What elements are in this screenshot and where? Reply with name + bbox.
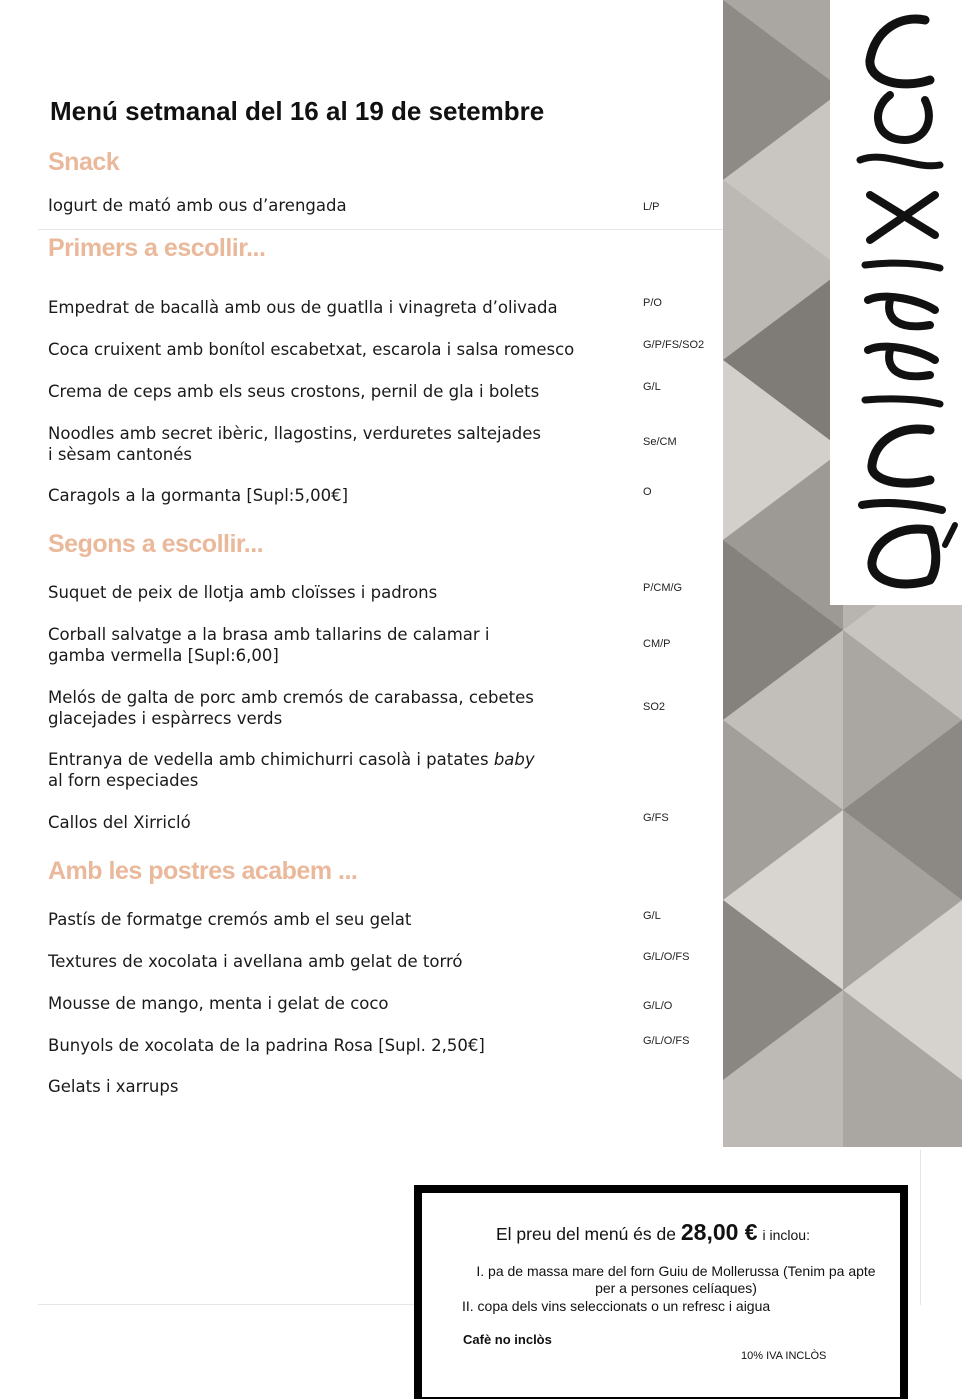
allergen-code: SO2 — [643, 701, 666, 713]
allergen-code: G/FS — [643, 812, 669, 824]
price-include-drinks: II. copa dels vins seleccionats o un refresc i aigua — [462, 1298, 771, 1314]
menu-item-line: gamba vermella [Supl:6,00] — [48, 646, 279, 665]
menu-item-italic: baby — [493, 750, 535, 769]
section-heading-segons: Segons a escollir... — [48, 530, 264, 558]
allergen-code: CM/P — [643, 638, 671, 650]
allergen-code: G/L — [643, 910, 661, 922]
menu-item — [48, 687, 628, 729]
menu-item: Suquet de peix de llotja amb cloïsses i padrons — [48, 583, 438, 602]
menu-item: Callos del Xirricló — [48, 813, 191, 832]
menu-item: Mousse de mango, menta i gelat de coco — [48, 994, 389, 1013]
menu-item: Crema de ceps amb els seus crostons, pernil de gla i bolets — [48, 382, 540, 401]
price-amount: 28,00 € — [680, 1219, 758, 1245]
allergen-code: P/O — [643, 297, 662, 309]
section-heading-postres: Amb les postres acabem ... — [48, 857, 358, 885]
menu-item-line — [48, 749, 628, 770]
coffee-note: Cafè no inclòs — [463, 1332, 552, 1347]
allergen-code: P/CM/G — [643, 582, 683, 594]
price-suffix: i inclou: — [762, 1227, 810, 1243]
menu-item: Bunyols de xocolata de la padrina Rosa [Supl. 2,50€] — [48, 1036, 485, 1055]
menu-item — [48, 423, 628, 465]
menu-item: Coca cruixent amb bonítol escabetxat, escarola i salsa romesco — [48, 340, 575, 359]
menu-item-line: Corball salvatge a la brasa amb tallarins de calamar i — [48, 625, 490, 644]
menu-item: Gelats i xarrups — [48, 1077, 179, 1096]
price-include-bread: I. pa de massa mare del forn Guiu de Mollerussa (Tenim pa apte per a persones celíaques) — [476, 1263, 876, 1296]
allergen-code: G/P/FS/SO2 — [643, 339, 705, 351]
menu-item: Pastís de formatge cremós amb el seu gelat — [48, 910, 412, 929]
vat-note: 10% IVA INCLÒS — [741, 1350, 827, 1362]
menu-item: Caragols a la gormanta [Supl:5,00€] — [48, 486, 349, 505]
section-heading-primers: Primers a escollir... — [48, 234, 266, 262]
divider — [38, 229, 723, 230]
allergen-code: G/L/O — [643, 1000, 673, 1012]
menu-item-text: Entranya de vedella amb chimichurri casolà i patates — [48, 750, 494, 769]
menu-item: Iogurt de mató amb ous d’arengada — [48, 196, 347, 215]
allergen-code: O — [643, 486, 652, 498]
menu-item-line: glacejades i espàrrecs verds — [48, 709, 283, 728]
allergen-code: G/L — [643, 381, 661, 393]
divider — [38, 1304, 414, 1305]
menu-item — [48, 624, 628, 666]
allergen-code: G/L/O/FS — [643, 1035, 690, 1047]
allergen-code: Se/CM — [643, 436, 677, 448]
section-heading-snack: Snack — [48, 148, 120, 176]
page-title: Menú setmanal del 16 al 19 de setembre — [50, 96, 545, 126]
allergen-code: L/P — [643, 201, 660, 213]
price-box-inner — [420, 1191, 902, 1399]
menu-item: Textures de xocolata i avellana amb gelat de torró — [48, 952, 463, 971]
menu-item: Empedrat de bacallà amb ous de guatlla i vinagreta d’olivada — [48, 298, 558, 317]
price-heading — [496, 1219, 810, 1246]
menu-item-line: al forn especiades — [48, 771, 199, 790]
menu-item-line: i sèsam cantonés — [48, 445, 193, 464]
divider — [920, 1150, 921, 1305]
logo-brush-lettering — [830, 0, 962, 605]
price-box — [414, 1185, 908, 1399]
logo — [830, 0, 962, 605]
menu-item — [48, 749, 628, 791]
menu-item-line: Melós de galta de porc amb cremós de carabassa, cebetes — [48, 688, 534, 707]
allergen-code: G/L/O/FS — [643, 951, 690, 963]
price-prefix: El preu del menú és de — [496, 1224, 676, 1244]
menu-item-line: Noodles amb secret ibèric, llagostins, verduretes saltejades — [48, 424, 541, 443]
